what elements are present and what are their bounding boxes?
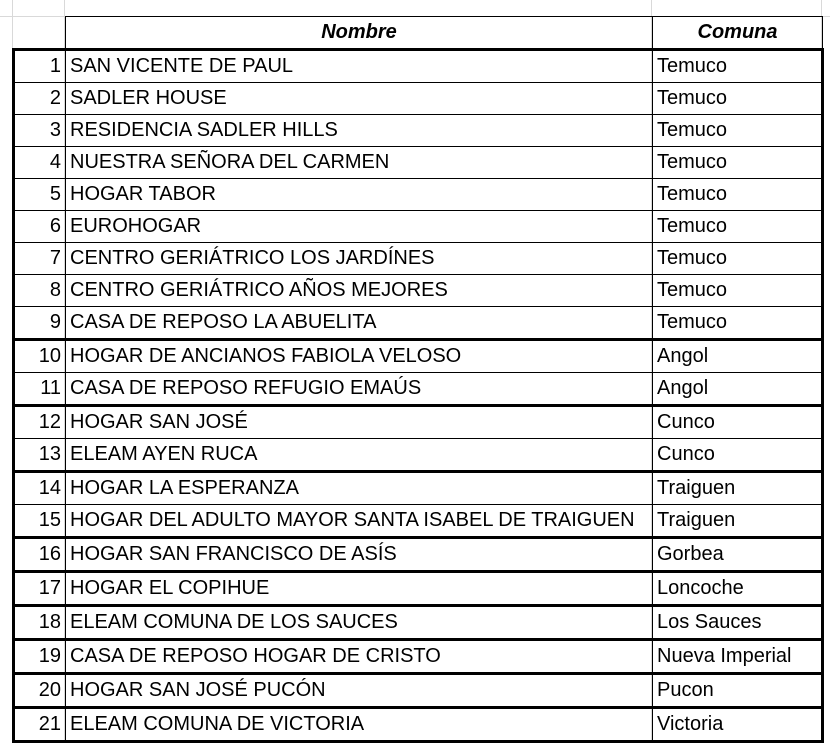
table-row[interactable] xyxy=(14,674,823,708)
nombre-cell[interactable]: HOGAR DEL ADULTO MAYOR SANTA ISABEL DE TRAIGUEN xyxy=(66,505,653,538)
row-number-cell[interactable]: 3 xyxy=(14,115,66,147)
nombre-cell[interactable]: HOGAR TABOR xyxy=(66,179,653,211)
table-row[interactable] xyxy=(14,505,823,538)
row-number-cell[interactable]: 19 xyxy=(14,640,66,674)
table-row[interactable] xyxy=(14,243,823,275)
comuna-cell[interactable]: Angol xyxy=(653,340,823,373)
row-number-cell[interactable]: 8 xyxy=(14,275,66,307)
comuna-cell[interactable]: Temuco xyxy=(653,307,823,340)
table-row[interactable] xyxy=(14,708,823,742)
nombre-cell[interactable]: CENTRO GERIÁTRICO AÑOS MEJORES xyxy=(66,275,653,307)
row-number-cell[interactable]: 18 xyxy=(14,606,66,640)
nombre-cell[interactable]: ELEAM COMUNA DE LOS SAUCES xyxy=(66,606,653,640)
row-number-cell[interactable]: 7 xyxy=(14,243,66,275)
nombre-cell[interactable]: EUROHOGAR xyxy=(66,211,653,243)
table-row[interactable] xyxy=(14,640,823,674)
nombre-cell[interactable]: ELEAM AYEN RUCA xyxy=(66,439,653,472)
comuna-cell[interactable]: Nueva Imperial xyxy=(653,640,823,674)
row-number-cell[interactable]: 9 xyxy=(14,307,66,340)
table-row[interactable] xyxy=(14,340,823,373)
comuna-cell[interactable]: Temuco xyxy=(653,211,823,243)
table-row[interactable] xyxy=(14,606,823,640)
table-row[interactable] xyxy=(14,406,823,439)
nombre-cell[interactable]: RESIDENCIA SADLER HILLS xyxy=(66,115,653,147)
table-body xyxy=(14,50,823,742)
row-number-cell[interactable]: 5 xyxy=(14,179,66,211)
comuna-cell[interactable]: Angol xyxy=(653,373,823,406)
comuna-cell[interactable]: Temuco xyxy=(653,83,823,115)
table-row[interactable] xyxy=(14,373,823,406)
row-number-cell[interactable]: 15 xyxy=(14,505,66,538)
nombre-cell[interactable]: CASA DE REPOSO REFUGIO EMAÚS xyxy=(66,373,653,406)
comuna-cell[interactable]: Victoria xyxy=(653,708,823,742)
row-number-cell[interactable]: 20 xyxy=(14,674,66,708)
table-row[interactable] xyxy=(14,83,823,115)
table-row[interactable] xyxy=(14,307,823,340)
table-row[interactable] xyxy=(14,50,823,83)
nombre-cell[interactable]: ELEAM COMUNA DE VICTORIA xyxy=(66,708,653,742)
row-number-cell[interactable]: 4 xyxy=(14,147,66,179)
nombre-cell[interactable]: CASA DE REPOSO LA ABUELITA xyxy=(66,307,653,340)
row-number-cell[interactable]: 10 xyxy=(14,340,66,373)
comuna-cell[interactable]: Temuco xyxy=(653,179,823,211)
nombre-cell[interactable]: SADLER HOUSE xyxy=(66,83,653,115)
comuna-cell[interactable]: Traiguen xyxy=(653,472,823,505)
row-number-cell[interactable]: 21 xyxy=(14,708,66,742)
comuna-cell[interactable]: Cunco xyxy=(653,439,823,472)
header-nombre[interactable]: Nombre xyxy=(66,17,653,50)
nombre-cell[interactable]: NUESTRA SEÑORA DEL CARMEN xyxy=(66,147,653,179)
comuna-cell[interactable]: Pucon xyxy=(653,674,823,708)
row-number-cell[interactable]: 16 xyxy=(14,538,66,572)
comuna-cell[interactable]: Gorbea xyxy=(653,538,823,572)
nombre-cell[interactable]: HOGAR SAN JOSÉ xyxy=(66,406,653,439)
comuna-cell[interactable]: Loncoche xyxy=(653,572,823,606)
table-row[interactable] xyxy=(14,439,823,472)
residences-table xyxy=(12,16,824,743)
row-number-cell[interactable]: 13 xyxy=(14,439,66,472)
row-number-cell[interactable]: 11 xyxy=(14,373,66,406)
comuna-cell[interactable]: Temuco xyxy=(653,275,823,307)
table-row[interactable] xyxy=(14,211,823,243)
table-row[interactable] xyxy=(14,275,823,307)
row-number-cell[interactable]: 17 xyxy=(14,572,66,606)
corner-cell[interactable] xyxy=(14,17,66,50)
table-row[interactable] xyxy=(14,538,823,572)
comuna-cell[interactable]: Temuco xyxy=(653,243,823,275)
comuna-cell[interactable]: Temuco xyxy=(653,147,823,179)
comuna-cell[interactable]: Cunco xyxy=(653,406,823,439)
row-number-cell[interactable]: 12 xyxy=(14,406,66,439)
nombre-cell[interactable]: CENTRO GERIÁTRICO LOS JARDÍNES xyxy=(66,243,653,275)
header-comuna[interactable]: Comuna xyxy=(653,17,823,50)
table-row[interactable] xyxy=(14,572,823,606)
nombre-cell[interactable]: HOGAR LA ESPERANZA xyxy=(66,472,653,505)
comuna-cell[interactable]: Temuco xyxy=(653,50,823,83)
row-number-cell[interactable]: 6 xyxy=(14,211,66,243)
nombre-cell[interactable]: CASA DE REPOSO HOGAR DE CRISTO xyxy=(66,640,653,674)
nombre-cell[interactable]: HOGAR EL COPIHUE xyxy=(66,572,653,606)
nombre-cell[interactable]: HOGAR SAN JOSÉ PUCÓN xyxy=(66,674,653,708)
table-row[interactable] xyxy=(14,115,823,147)
nombre-cell[interactable]: HOGAR DE ANCIANOS FABIOLA VELOSO xyxy=(66,340,653,373)
table-row[interactable] xyxy=(14,147,823,179)
row-number-cell[interactable]: 1 xyxy=(14,50,66,83)
nombre-cell[interactable]: SAN VICENTE DE PAUL xyxy=(66,50,653,83)
comuna-cell[interactable]: Los Sauces xyxy=(653,606,823,640)
table-row[interactable] xyxy=(14,179,823,211)
nombre-cell[interactable]: HOGAR SAN FRANCISCO DE ASÍS xyxy=(66,538,653,572)
row-number-cell[interactable]: 14 xyxy=(14,472,66,505)
row-number-cell[interactable]: 2 xyxy=(14,83,66,115)
header-row xyxy=(14,17,823,50)
comuna-cell[interactable]: Temuco xyxy=(653,115,823,147)
table-row[interactable] xyxy=(14,472,823,505)
comuna-cell[interactable]: Traiguen xyxy=(653,505,823,538)
